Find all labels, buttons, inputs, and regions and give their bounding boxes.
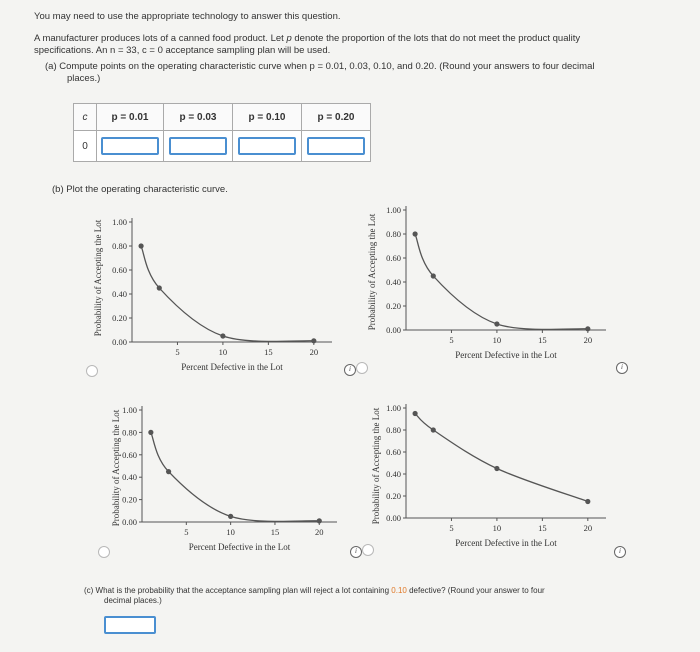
x-tick-label: 10: [226, 527, 235, 537]
y-tick-label: 0.80: [122, 427, 137, 438]
x-tick-label: 5: [184, 527, 189, 537]
answer-input-part-c[interactable]: [104, 616, 156, 634]
x-tick-label: 10: [492, 335, 502, 345]
x-tick-label: 10: [492, 523, 502, 533]
y-tick-label: 0.00: [386, 513, 401, 523]
y-tick-label: 0.00: [122, 517, 137, 527]
y-tick-label: 0.00: [112, 337, 127, 347]
x-tick-label: 15: [264, 347, 273, 357]
answer-input-p010[interactable]: [238, 137, 296, 155]
row-c-value: 0: [74, 131, 97, 162]
x-tick-label: 15: [538, 523, 547, 533]
oc-chart-option-2: [362, 192, 612, 372]
x-axis-label: Percent Defective in the Lot: [181, 362, 283, 372]
answer-cell-p001: [97, 131, 164, 162]
oc-table: [73, 103, 371, 162]
problem-line1-a: A manufacturer produces lots of a canned food product. Let: [34, 33, 287, 44]
data-point: [220, 333, 225, 338]
y-tick-label: 0.40: [386, 469, 401, 479]
y-tick-label: 0.40: [112, 289, 127, 299]
radio-option-1[interactable]: [86, 365, 98, 377]
x-axis-label: Percent Defective in the Lot: [455, 350, 557, 360]
y-tick-label: 0.20: [386, 491, 401, 501]
y-tick-label: 0.80: [112, 241, 127, 251]
oc-chart-option-4: [364, 386, 614, 556]
y-tick-label: 0.80: [386, 425, 401, 435]
radio-option-2[interactable]: [356, 362, 368, 374]
part-a-label-line1: (a) Compute points on the operating characteristic curve when p = 0.01, 0.03, 0.10, and 0.20. (Round your answers to four decimal: [45, 61, 595, 72]
y-tick-label: 0.60: [122, 449, 137, 460]
y-tick-label: 0.20: [112, 313, 127, 323]
x-axis-label: Percent Defective in the Lot: [455, 538, 557, 548]
x-tick-label: 20: [309, 347, 319, 357]
data-point: [317, 518, 322, 523]
oc-chart-option-1: [90, 198, 340, 378]
part-c-label-line2: decimal places.): [104, 596, 162, 605]
data-point: [148, 430, 153, 435]
problem-line1-b: denote the proportion of the lots that do not meet the product quality: [291, 33, 581, 44]
oc-curve: [415, 414, 588, 502]
y-axis-label: Probability of Accepting the Lot: [111, 409, 121, 527]
data-point: [157, 285, 162, 290]
y-axis-label: Probability of Accepting the Lot: [371, 407, 381, 525]
data-point: [228, 514, 233, 519]
col-header-p010: p = 0.10: [233, 104, 302, 131]
x-tick-label: 5: [449, 523, 454, 533]
oc-chart-option-3: [100, 388, 350, 558]
x-tick-label: 20: [583, 335, 593, 345]
y-tick-label: 0.20: [122, 494, 137, 505]
col-header-p001: p = 0.01: [97, 104, 164, 131]
data-point: [431, 273, 436, 278]
data-point: [412, 411, 417, 416]
part-a-label-line2: places.): [67, 73, 101, 84]
info-icon[interactable]: i: [344, 364, 356, 376]
data-point: [311, 338, 316, 343]
oc-curve: [141, 246, 314, 341]
data-point: [585, 499, 590, 504]
y-tick-label: 0.00: [386, 325, 401, 335]
data-point: [412, 231, 417, 236]
col-header-p020: p = 0.20: [302, 104, 371, 131]
part-c-label-b: defective? (Round your answer to four: [406, 586, 545, 595]
radio-option-3[interactable]: [98, 546, 110, 558]
y-axis-label: Probability of Accepting the Lot: [93, 219, 103, 337]
y-tick-label: 1.00: [386, 205, 401, 215]
y-tick-label: 0.60: [386, 447, 401, 457]
x-tick-label: 15: [538, 335, 547, 345]
data-point: [494, 321, 499, 326]
y-tick-label: 0.60: [112, 265, 127, 275]
x-tick-label: 15: [270, 527, 280, 537]
y-tick-label: 0.20: [386, 301, 401, 311]
part-c-label-a: (c) What is the probability that the acceptance sampling plan will reject a lot containing: [84, 586, 392, 595]
answer-cell-p010: [233, 131, 302, 162]
y-tick-label: 0.80: [386, 229, 401, 239]
problem-statement: [34, 33, 674, 57]
problem-var-p: p: [286, 33, 292, 44]
x-axis-label: Percent Defective in the Lot: [188, 542, 291, 552]
oc-curve: [151, 432, 319, 521]
data-point: [166, 469, 171, 474]
part-c-highlight-value: 0.10: [391, 586, 407, 595]
x-tick-label: 5: [175, 347, 180, 357]
oc-curve: [415, 234, 588, 329]
y-tick-label: 1.00: [122, 405, 137, 415]
y-tick-label: 0.40: [386, 277, 401, 287]
answer-input-p001[interactable]: [101, 137, 159, 155]
y-tick-label: 0.40: [122, 472, 137, 483]
answer-input-p003[interactable]: [169, 137, 227, 155]
data-point: [494, 466, 499, 471]
data-point: [585, 326, 590, 331]
info-icon[interactable]: i: [350, 546, 362, 558]
y-axis-label: Probability of Accepting the Lot: [367, 213, 377, 331]
info-icon[interactable]: i: [616, 362, 628, 374]
info-icon[interactable]: i: [614, 546, 626, 558]
y-tick-label: 0.60: [386, 253, 401, 263]
y-tick-label: 1.00: [112, 217, 127, 227]
answer-cell-p003: [164, 131, 233, 162]
data-point: [138, 243, 143, 248]
x-tick-label: 20: [315, 527, 324, 537]
part-c-label: [84, 586, 674, 606]
problem-line2: specifications. An n = 33, c = 0 acceptance sampling plan will be used.: [34, 45, 331, 56]
x-tick-label: 5: [449, 335, 454, 345]
col-header-c: c: [74, 104, 97, 131]
header-note: You may need to use the appropriate technology to answer this question.: [34, 11, 341, 22]
x-tick-label: 20: [583, 523, 593, 533]
part-a-label: [45, 61, 685, 85]
x-tick-label: 10: [218, 347, 228, 357]
radio-option-4[interactable]: [362, 544, 374, 556]
answer-cell-p020: [302, 131, 371, 162]
data-point: [431, 427, 436, 432]
part-b-label: (b) Plot the operating characteristic curve.: [52, 184, 228, 195]
answer-input-p020[interactable]: [307, 137, 365, 155]
col-header-p003: p = 0.03: [164, 104, 233, 131]
y-tick-label: 1.00: [386, 403, 401, 413]
